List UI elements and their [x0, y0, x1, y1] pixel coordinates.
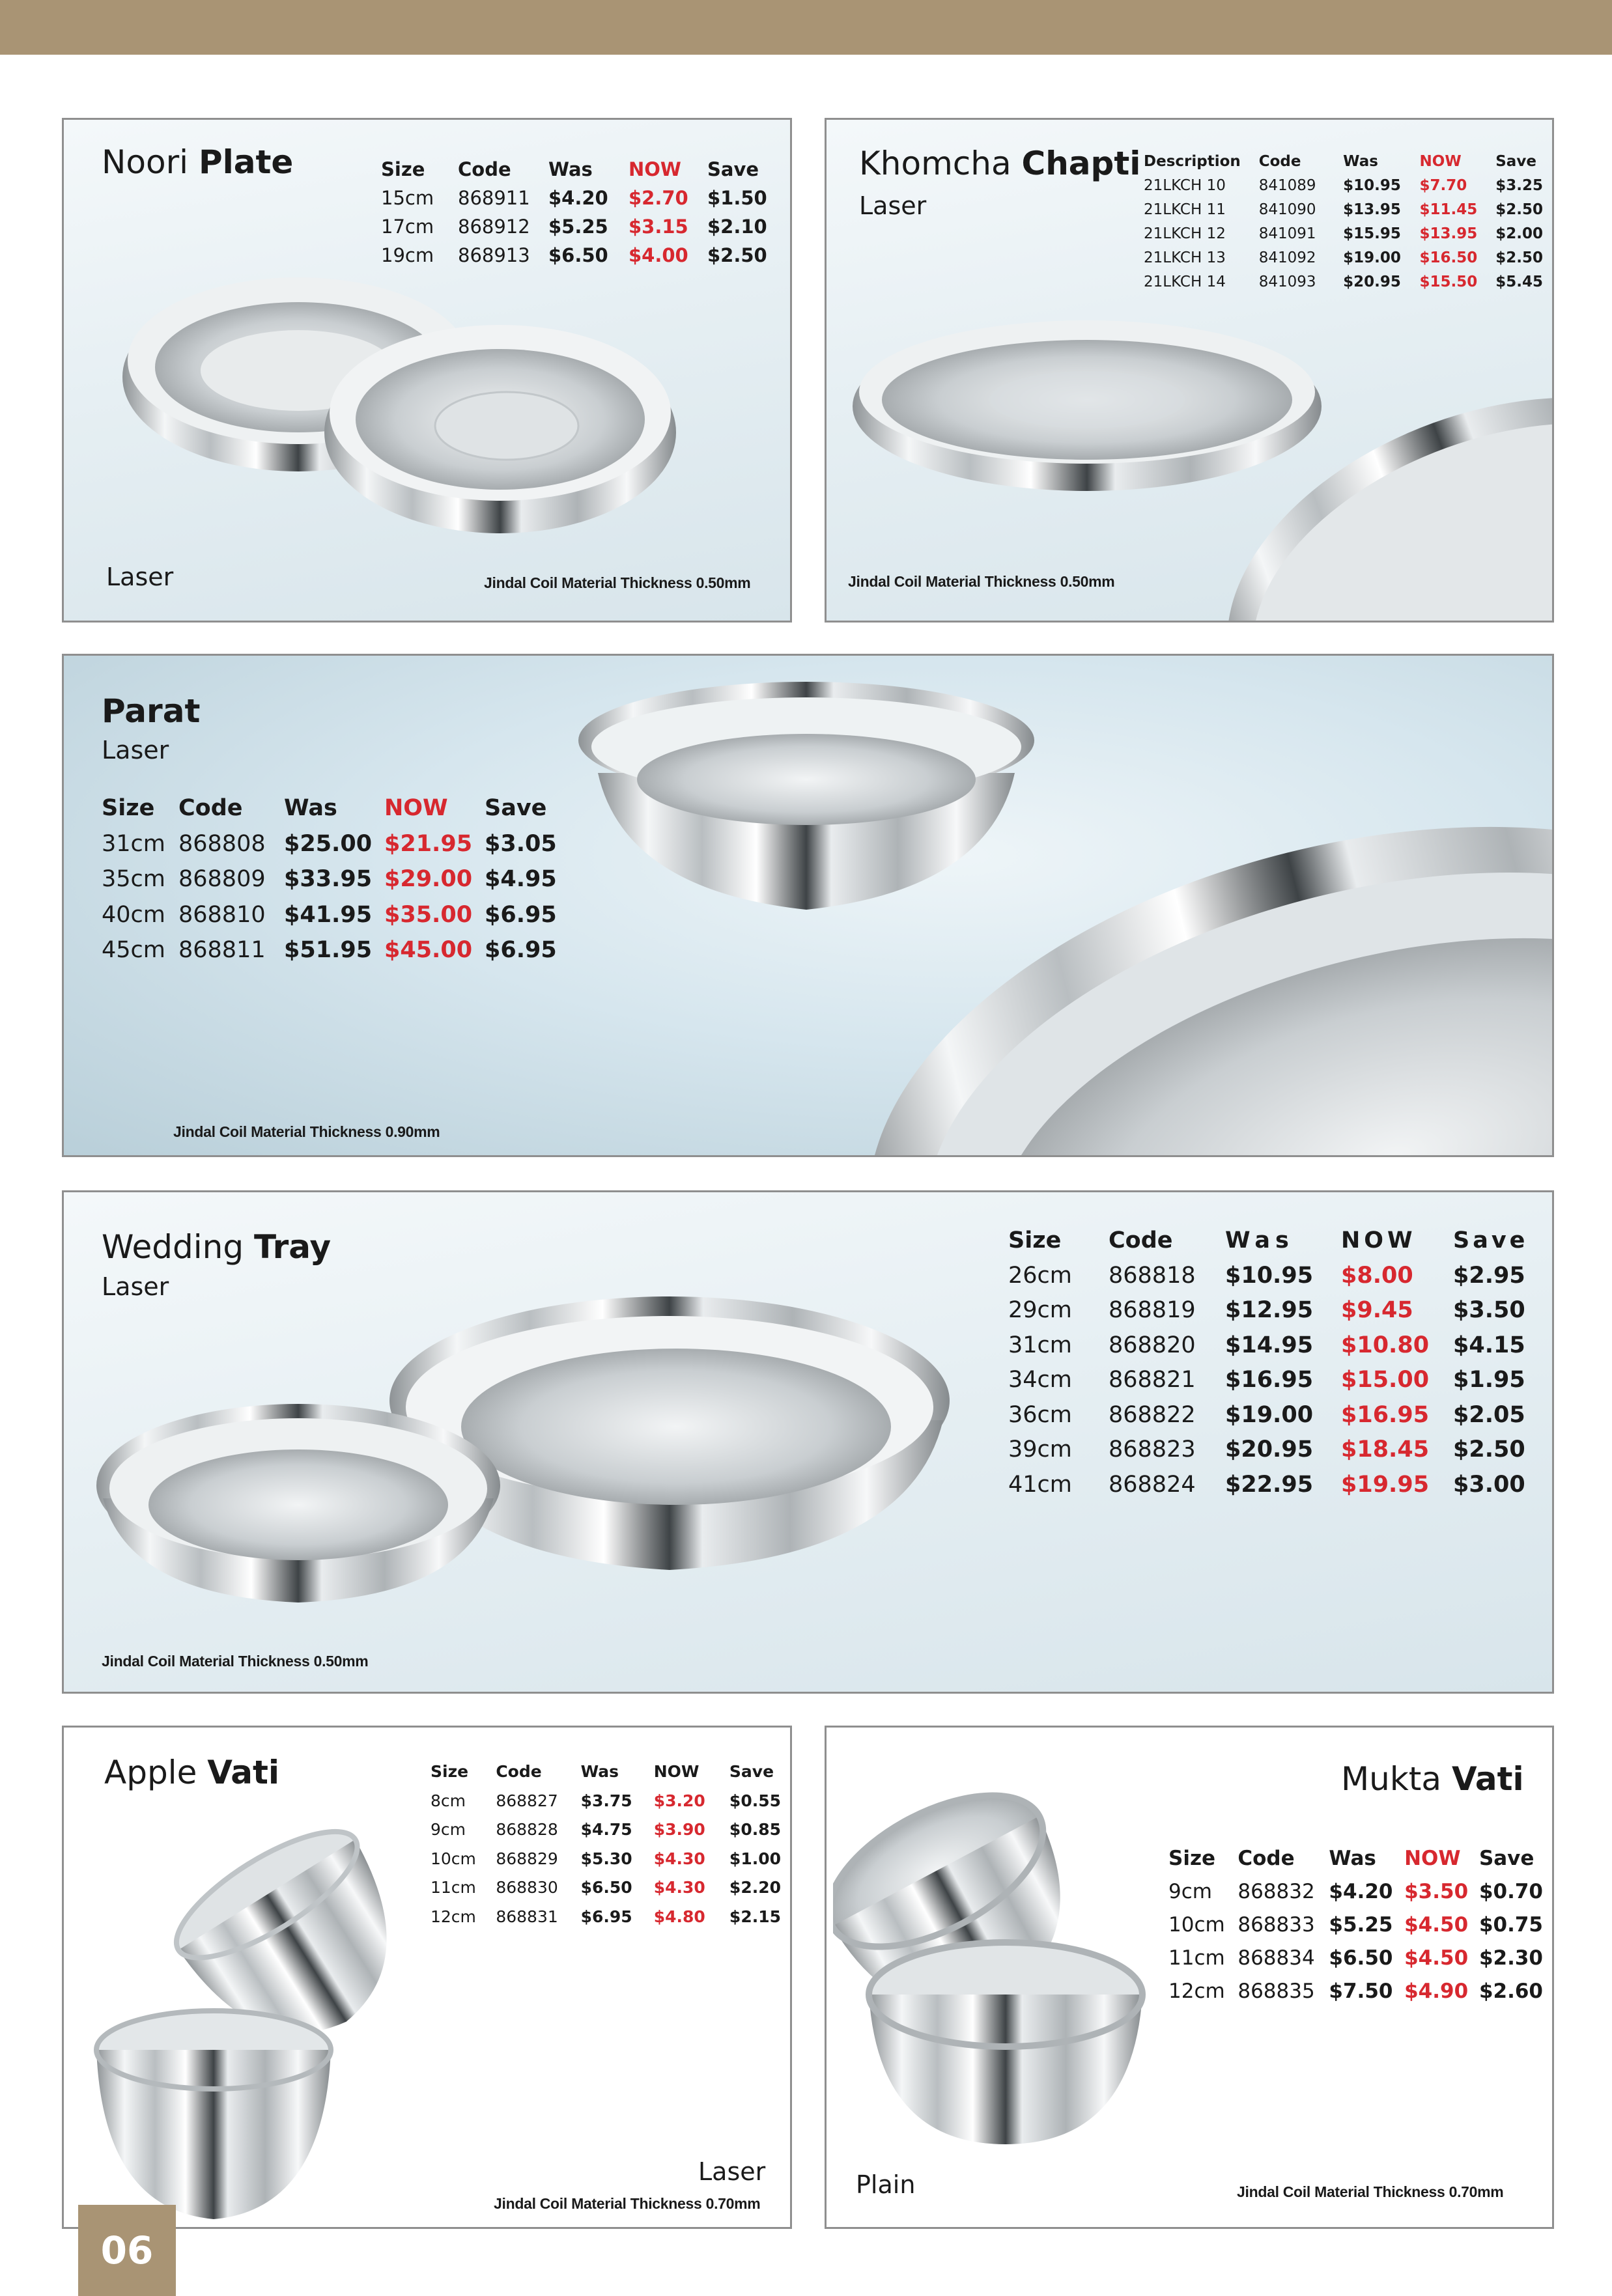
- table-row: [1168, 1942, 1552, 1975]
- size: 12cm: [431, 1907, 476, 1926]
- code: 868811: [178, 937, 266, 963]
- size: 35cm: [102, 866, 165, 892]
- table-row: [431, 1787, 790, 1816]
- table-row: [431, 1815, 790, 1845]
- code: 868911: [458, 187, 530, 209]
- now-price: $13.95: [1419, 225, 1478, 242]
- save-amount: $1.00: [729, 1849, 781, 1868]
- mukta-title-light: Mukta: [1341, 1760, 1442, 1798]
- code: 841089: [1258, 177, 1316, 194]
- code: 868912: [458, 216, 530, 238]
- now-price: $9.45: [1341, 1297, 1413, 1323]
- size: 40cm: [102, 901, 165, 928]
- khomcha-price-table: [1144, 150, 1552, 294]
- col-save: Save: [707, 158, 759, 180]
- col-size: Size: [431, 1762, 469, 1781]
- khomcha-title: [859, 145, 1140, 182]
- description: 21LKCH 14: [1144, 273, 1226, 290]
- size: 12cm: [1168, 1980, 1225, 2003]
- now-price: $8.00: [1341, 1262, 1413, 1289]
- size: 15cm: [381, 187, 434, 209]
- code: 868829: [496, 1849, 558, 1868]
- parat-subtitle: Laser: [102, 736, 169, 764]
- was-price: $6.50: [580, 1878, 632, 1897]
- col-size: Size: [381, 158, 425, 180]
- save-amount: $2.50: [1495, 201, 1543, 218]
- was-price: $3.75: [580, 1791, 632, 1810]
- table-row: [1008, 1398, 1537, 1433]
- col-save: Save: [1478, 1847, 1534, 1870]
- col-code: Code: [178, 795, 243, 821]
- save-amount: $1.50: [707, 187, 767, 209]
- col-now: NOW: [629, 158, 681, 180]
- col-code: Code: [496, 1762, 542, 1781]
- size: 11cm: [431, 1878, 476, 1897]
- size: 31cm: [1008, 1332, 1072, 1358]
- save-amount: $2.95: [1453, 1262, 1525, 1289]
- size: 10cm: [431, 1849, 476, 1868]
- was-price: $25.00: [284, 830, 373, 857]
- col-now: NOW: [384, 795, 448, 821]
- was-price: $22.95: [1225, 1471, 1314, 1498]
- code: 841091: [1258, 225, 1316, 242]
- code: 868823: [1109, 1436, 1196, 1463]
- wedding-tray-card: [62, 1190, 1554, 1694]
- size: 26cm: [1008, 1262, 1072, 1289]
- size: 34cm: [1008, 1367, 1072, 1393]
- now-price: $10.80: [1341, 1332, 1430, 1358]
- was-price: $10.95: [1225, 1262, 1314, 1289]
- col-was: Was: [580, 1762, 619, 1781]
- table-row: [1144, 246, 1552, 270]
- size: 41cm: [1008, 1471, 1072, 1498]
- col-now: NOW: [1341, 1227, 1417, 1253]
- save-amount: $3.50: [1453, 1297, 1525, 1323]
- noori-material-note: Jindal Coil Material Thickness 0.50mm: [484, 574, 751, 591]
- code: 868835: [1237, 1980, 1315, 2003]
- noori-title-bold: Plate: [198, 143, 294, 181]
- table-row: [1008, 1363, 1537, 1398]
- was-price: $4.20: [1329, 1880, 1393, 1903]
- was-price: $15.95: [1343, 225, 1401, 242]
- code: 868810: [178, 901, 266, 928]
- now-price: $4.00: [629, 244, 688, 266]
- khomcha-chapti-card: [825, 118, 1554, 623]
- description: 21LKCH 11: [1144, 201, 1226, 218]
- now-price: $3.90: [653, 1820, 705, 1839]
- mukta-finish: Plain: [856, 2170, 916, 2199]
- was-price: $5.25: [548, 216, 608, 238]
- save-amount: $4.95: [485, 866, 557, 892]
- table-row: [102, 826, 566, 862]
- save-amount: $0.55: [729, 1791, 781, 1810]
- apple-bowls-image: [90, 1806, 455, 2229]
- apple-title-bold: Vati: [207, 1754, 279, 1791]
- code: 868820: [1109, 1332, 1196, 1358]
- description: 21LKCH 10: [1144, 177, 1226, 194]
- table-row: [1168, 1909, 1552, 1942]
- size: 39cm: [1008, 1436, 1072, 1463]
- wedding-title: [102, 1228, 331, 1266]
- now-price: $3.20: [653, 1791, 705, 1810]
- size: 31cm: [102, 830, 165, 857]
- table-row: [381, 212, 776, 241]
- save-amount: $4.15: [1453, 1332, 1525, 1358]
- size: 36cm: [1008, 1401, 1072, 1428]
- table-row: [1008, 1293, 1537, 1328]
- table-row: [1144, 198, 1552, 222]
- apple-material-note: Jindal Coil Material Thickness 0.70mm: [494, 2195, 761, 2212]
- save-amount: $2.30: [1478, 1946, 1543, 1970]
- col-save: Save: [1495, 153, 1536, 170]
- was-price: $4.20: [548, 187, 608, 209]
- apple-title: [104, 1754, 279, 1791]
- col-was: Was: [1225, 1227, 1294, 1253]
- now-price: $7.70: [1419, 177, 1467, 194]
- col-save: Save: [1453, 1227, 1529, 1253]
- table-row: [431, 1873, 790, 1903]
- parat-title: [102, 692, 200, 730]
- now-price: $19.95: [1341, 1471, 1430, 1498]
- code: 868831: [496, 1907, 558, 1926]
- col-code: Code: [1109, 1227, 1173, 1253]
- was-price: $13.95: [1343, 201, 1401, 218]
- was-price: $51.95: [284, 937, 373, 963]
- now-price: $45.00: [384, 937, 473, 963]
- apple-title-light: Apple: [104, 1754, 197, 1791]
- table-row: [1168, 1975, 1552, 2008]
- noori-title: [102, 143, 293, 181]
- table-row: [381, 184, 776, 212]
- save-amount: $3.05: [485, 830, 557, 857]
- code: 868824: [1109, 1471, 1196, 1498]
- code: 841092: [1258, 249, 1316, 266]
- size: 29cm: [1008, 1297, 1072, 1323]
- code: 868827: [496, 1791, 558, 1810]
- code: 841093: [1258, 273, 1316, 290]
- save-amount: $2.50: [707, 244, 767, 266]
- code: 841090: [1258, 201, 1316, 218]
- code: 868834: [1237, 1946, 1315, 1970]
- now-price: $16.50: [1419, 249, 1478, 266]
- table-row: [102, 932, 566, 968]
- size: 8cm: [431, 1791, 466, 1810]
- mukta-price-table: [1168, 1842, 1552, 2008]
- was-price: $19.00: [1343, 249, 1401, 266]
- now-price: $4.50: [1404, 1913, 1469, 1937]
- code: 868822: [1109, 1401, 1196, 1428]
- now-price: $2.70: [629, 187, 688, 209]
- col-code: Code: [1258, 153, 1301, 170]
- size: 9cm: [1168, 1880, 1212, 1903]
- description: 21LKCH 12: [1144, 225, 1226, 242]
- code: 868828: [496, 1820, 558, 1839]
- now-price: $35.00: [384, 901, 473, 928]
- was-price: $16.95: [1225, 1367, 1314, 1393]
- mukta-title: [1341, 1760, 1524, 1798]
- apple-price-table: [431, 1757, 790, 1931]
- save-amount: $0.75: [1478, 1913, 1543, 1937]
- table-row: [102, 861, 566, 897]
- code: 868833: [1237, 1913, 1315, 1937]
- mukta-title-bold: Vati: [1451, 1760, 1524, 1798]
- size: 10cm: [1168, 1913, 1225, 1937]
- wedding-trays-image: [90, 1270, 1041, 1622]
- save-amount: $3.25: [1495, 177, 1543, 194]
- code: 868830: [496, 1878, 558, 1897]
- table-row: [1144, 222, 1552, 246]
- wedding-title-light: Wedding: [102, 1228, 244, 1266]
- was-price: $4.75: [580, 1820, 632, 1839]
- code: 868821: [1109, 1367, 1196, 1393]
- save-amount: $6.95: [485, 901, 557, 928]
- save-amount: $2.50: [1453, 1436, 1525, 1463]
- save-amount: $1.95: [1453, 1367, 1525, 1393]
- code: 868808: [178, 830, 266, 857]
- was-price: $6.50: [1329, 1946, 1393, 1970]
- col-was: Was: [284, 795, 337, 821]
- parat-card: [62, 654, 1554, 1157]
- table-row: [1168, 1875, 1552, 1909]
- now-price: $4.30: [653, 1878, 705, 1897]
- save-amount: $6.95: [485, 937, 557, 963]
- was-price: $12.95: [1225, 1297, 1314, 1323]
- was-price: $41.95: [284, 901, 373, 928]
- col-save: Save: [485, 795, 547, 821]
- save-amount: $5.45: [1495, 273, 1543, 290]
- col-now: NOW: [1419, 153, 1462, 170]
- save-amount: $2.20: [729, 1878, 781, 1897]
- now-price: $4.80: [653, 1907, 705, 1926]
- noori-finish: Laser: [106, 563, 174, 591]
- page-number: 06: [78, 2205, 176, 2296]
- save-amount: $0.70: [1478, 1880, 1543, 1903]
- noori-title-light: Noori: [102, 143, 189, 181]
- wedding-subtitle: Laser: [102, 1272, 169, 1301]
- save-amount: $2.60: [1478, 1980, 1543, 2003]
- col-code: Code: [458, 158, 511, 180]
- wedding-price-table: [1008, 1224, 1537, 1502]
- noori-plates-image: [109, 263, 761, 550]
- now-price: $3.50: [1404, 1880, 1469, 1903]
- size: 9cm: [431, 1820, 466, 1839]
- code: 868809: [178, 866, 266, 892]
- top-banner: [0, 0, 1612, 55]
- table-row: [1008, 1433, 1537, 1468]
- col-code: Code: [1237, 1847, 1295, 1870]
- table-row: [1144, 174, 1552, 198]
- table-row: [1008, 1259, 1537, 1294]
- was-price: $20.95: [1225, 1436, 1314, 1463]
- table-row: [102, 897, 566, 933]
- now-price: $3.15: [629, 216, 688, 238]
- save-amount: $2.50: [1495, 249, 1543, 266]
- col-size: Size: [1168, 1847, 1216, 1870]
- size: 19cm: [381, 244, 434, 266]
- save-amount: $2.15: [729, 1907, 781, 1926]
- mukta-bowls-image: [833, 1780, 1159, 2144]
- wedding-material-note: Jindal Coil Material Thickness 0.50mm: [102, 1653, 369, 1670]
- khomcha-title-light: Khomcha: [859, 145, 1011, 182]
- table-row: [1008, 1328, 1537, 1364]
- wedding-title-bold: Tray: [253, 1228, 332, 1266]
- now-price: $4.50: [1404, 1946, 1469, 1970]
- code: 868913: [458, 244, 530, 266]
- was-price: $19.00: [1225, 1401, 1314, 1428]
- save-amount: $2.10: [707, 216, 767, 238]
- now-price: $16.95: [1341, 1401, 1430, 1428]
- apple-finish: Laser: [698, 2157, 766, 2186]
- col-now: NOW: [653, 1762, 700, 1781]
- noori-price-table: [381, 155, 776, 270]
- size: 11cm: [1168, 1946, 1225, 1970]
- table-row: [431, 1845, 790, 1874]
- khomcha-subtitle: Laser: [859, 191, 927, 220]
- parat-title-bold: Parat: [102, 692, 201, 730]
- parat-dishes-image: [572, 675, 1554, 1157]
- table-row: [1144, 270, 1552, 294]
- save-amount: $2.00: [1495, 225, 1543, 242]
- apple-vati-card: [62, 1726, 792, 2229]
- khomcha-material-note: Jindal Coil Material Thickness 0.50mm: [848, 573, 1115, 590]
- code: 868832: [1237, 1880, 1315, 1903]
- was-price: $5.25: [1329, 1913, 1393, 1937]
- parat-price-table: [102, 791, 566, 968]
- col-save: Save: [729, 1762, 774, 1781]
- table-row: [431, 1903, 790, 1932]
- col-now: NOW: [1404, 1847, 1461, 1870]
- mukta-material-note: Jindal Coil Material Thickness 0.70mm: [1237, 2183, 1504, 2200]
- now-price: $15.00: [1341, 1367, 1430, 1393]
- now-price: $29.00: [384, 866, 473, 892]
- save-amount: $0.85: [729, 1820, 781, 1839]
- size: 45cm: [102, 937, 165, 963]
- was-price: $14.95: [1225, 1332, 1314, 1358]
- size: 17cm: [381, 216, 434, 238]
- now-price: $4.30: [653, 1849, 705, 1868]
- col-was: Was: [1329, 1847, 1376, 1870]
- save-amount: $3.00: [1453, 1471, 1525, 1498]
- col-size: Size: [1008, 1227, 1062, 1253]
- khomcha-title-bold: Chapti: [1021, 145, 1141, 182]
- table-row: [1008, 1468, 1537, 1503]
- col-description: Description: [1144, 153, 1241, 170]
- parat-material-note: Jindal Coil Material Thickness 0.90mm: [173, 1123, 440, 1140]
- col-was: Was: [548, 158, 593, 180]
- now-price: $18.45: [1341, 1436, 1430, 1463]
- col-size: Size: [102, 795, 155, 821]
- was-price: $33.95: [284, 866, 373, 892]
- save-amount: $2.05: [1453, 1401, 1525, 1428]
- now-price: $21.95: [384, 830, 473, 857]
- code: 868819: [1109, 1297, 1196, 1323]
- mukta-vati-card: [825, 1726, 1554, 2229]
- col-was: Was: [1343, 153, 1378, 170]
- code: 868818: [1109, 1262, 1196, 1289]
- now-price: $15.50: [1419, 273, 1478, 290]
- was-price: $20.95: [1343, 273, 1401, 290]
- now-price: $11.45: [1419, 201, 1478, 218]
- was-price: $5.30: [580, 1849, 632, 1868]
- was-price: $7.50: [1329, 1980, 1393, 2003]
- description: 21LKCH 13: [1144, 249, 1226, 266]
- was-price: $10.95: [1343, 177, 1401, 194]
- was-price: $6.50: [548, 244, 608, 266]
- was-price: $6.95: [580, 1907, 632, 1926]
- now-price: $4.90: [1404, 1980, 1469, 2003]
- noori-plate-card: [62, 118, 792, 623]
